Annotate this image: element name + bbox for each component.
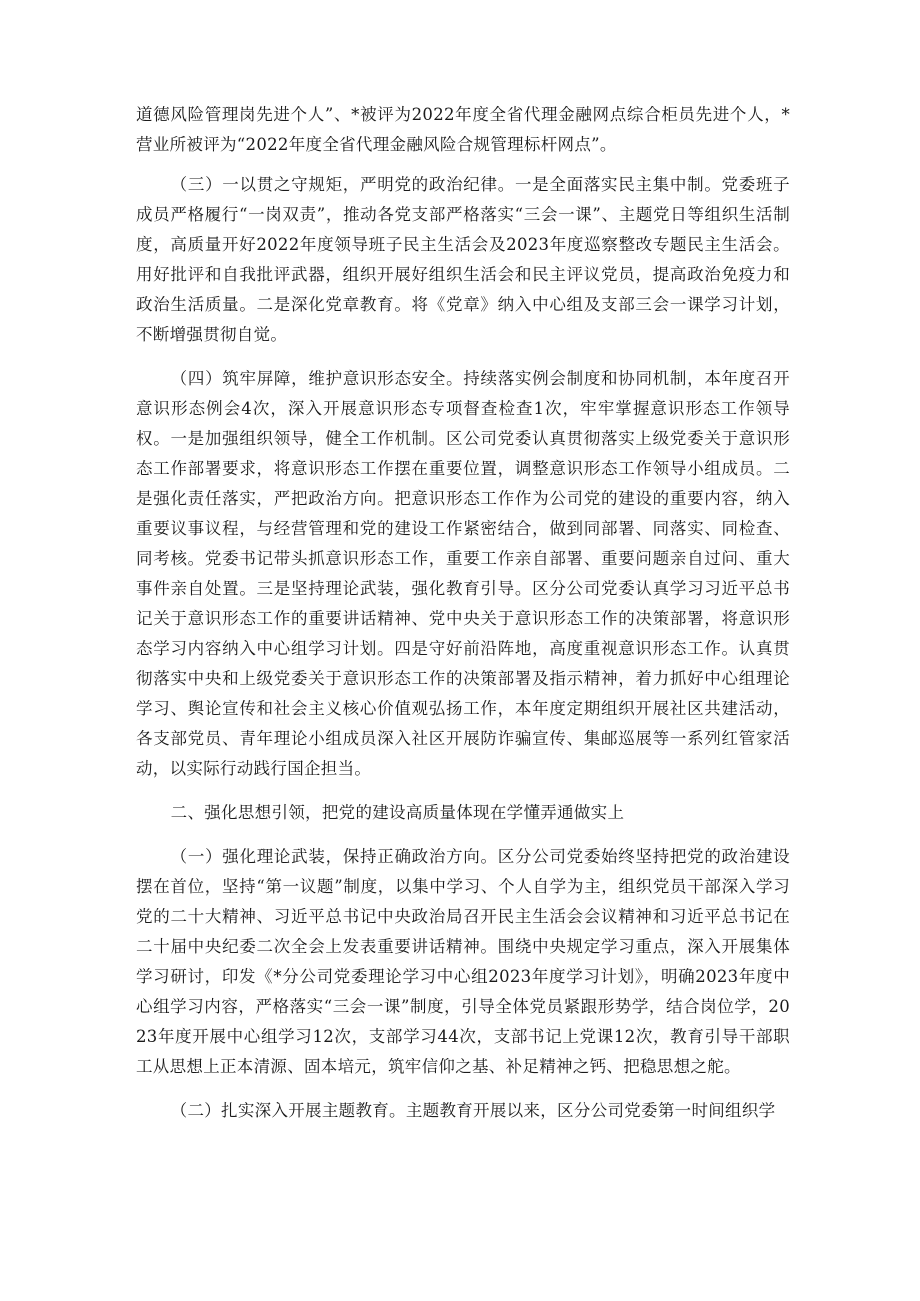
paragraph-theory-armament: （一）强化理论武装，保持正确政治方向。区分公司党委始终坚持把党的政治建设摆在首位，坚持“第一议题”制度，以集中学习、个人自学为主，组织党员干部深入学习党的二十大精神、习近平总书记中央政治局召开民主生活会会议精神和习近平总书记在二十届中央纪委二次全会上发表重要讲话精神。围绕中央规定学习重点，深入开展集体学习研讨，印发《*分公司党委理论学习中心组2023年度学习计划》，明确2023年度中心组学习内容，严格落实“三会一课”制度，引导全体党员紧跟形势学，结合岗位学，2023年度开展中心组学习12次，支部学习44次，支部书记上党课12次，教育引导干部职工从思想上正本清源、固本培元，筑牢信仰之基、补足精神之钙、把稳思想之舵。 xyxy=(136,847,790,1076)
paragraph-theme-education: （二）扎实深入开展主题教育。主题教育开展以来，区分公司党委第一时间组织学 xyxy=(170,1101,776,1120)
paragraph-section-three: （三）一以贯之守规矩，严明党的政治纪律。一是全面落实民主集中制。党委班子成员严格履行“一岗双责”，推动各党支部严格落实“三会一课”、主题党日等组织生活制度，高质量开好2022年度领导班子民主生活会及2023年度巡察整改专题民主生活会。用好批评和自我批评武器，组织开展好组织生活会和民主评议党员，提高政治免疫力和政治生活质量。二是深化党章教育。将《党章》纳入中心组及支部三会一课学习计划，不断增强贯彻自觉。 xyxy=(136,175,790,344)
document-body xyxy=(136,100,790,1126)
paragraph-continuation: 道德风险管理岗先进个人”、*被评为2022年度全省代理金融网点综合柜员先进个人，*营业所被评为“2022年度全省代理金融风险合规管理标杆网点”。 xyxy=(136,105,790,154)
paragraph-section-four: （四）筑牢屏障，维护意识形态安全。持续落实例会制度和协同机制，本年度召开意识形态例会4次，深入开展意识形态专项督查检查1次，牢牢掌握意识形态工作领导权。一是加强组织领导，健全工作机制。区公司党委认真贯彻落实上级党委关于意识形态工作部署要求，将意识形态工作摆在重要位置，调整意识形态工作领导小组成员。二是强化责任落实，严把政治方向。把意识形态工作作为公司党的建设的重要内容，纳入重要议事议程，与经营管理和党的建设工作紧密结合，做到同部署、同落实、同检查、同考核。党委书记带头抓意识形态工作，重要工作亲自部署、重要问题亲自过问、重大事件亲自处置。三是坚持理论武装，强化教育引导。区分公司党委认真学习习近平总书记关于意识形态工作的重要讲话精神、党中央关于意识形态工作的决策部署，将意识形态学习内容纳入中心组学习计划。四是守好前沿阵地，高度重视意识形态工作。认真贯彻落实中央和上级党委关于意识形态工作的决策部署及指示精神，着力抓好中心组理论学习、舆论宣传和社会主义核心价值观弘扬工作，本年度定期组织开展社区共建活动，各支部党员、青年理论小组成员深入社区开展防诈骗宣传、集邮巡展等一系列红管家活动，以实际行动践行国企担当。 xyxy=(136,369,790,778)
heading-part-two: 二、强化思想引领，把党的建设高质量体现在学懂弄通做实上 xyxy=(170,803,625,822)
